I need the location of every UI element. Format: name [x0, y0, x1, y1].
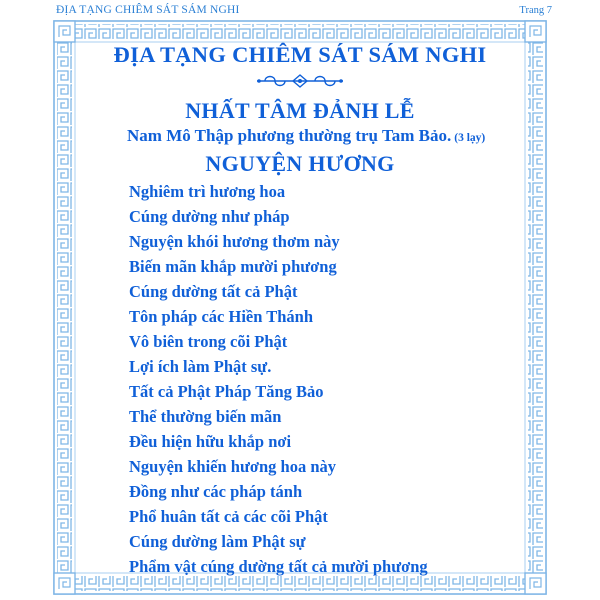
- verse-line: Nguyện khiến hương hoa này: [129, 457, 337, 476]
- invocation-note: (3 lạy): [454, 132, 486, 144]
- verse-line: Cúng dường tất cả Phật: [129, 282, 298, 301]
- verse-line: Cúng dường như pháp: [129, 207, 290, 226]
- verse-line: Tất cả Phật Pháp Tăng Bảo: [129, 382, 324, 401]
- verse-line: Đồng như các pháp tánh: [129, 482, 303, 501]
- section-heading-prostration: NHẤT TÂM ĐẢNH LỄ: [185, 98, 415, 123]
- verse-line: Nghiêm trì hương hoa: [129, 182, 286, 201]
- page-header-title: ĐỊA TẠNG CHIÊM SÁT SÁM NGHI: [56, 4, 240, 16]
- section-heading-incense: NGUYỆN HƯƠNG: [205, 151, 395, 176]
- page-number: Trang 7: [519, 5, 552, 16]
- verse-line: Biến mãn khắp mười phương: [129, 257, 337, 276]
- verse-line: Lợi ích làm Phật sự.: [129, 357, 272, 376]
- verse-line: Tôn pháp các Hiền Thánh: [129, 307, 314, 326]
- invocation-text: Nam Mô Thập phương thường trụ Tam Bảo.: [127, 126, 452, 145]
- document-title: ĐỊA TẠNG CHIÊM SÁT SÁM NGHI: [113, 42, 487, 67]
- verse-line: Cúng dường làm Phật sự: [129, 532, 306, 551]
- verse-line: Thể thường biến mãn: [129, 407, 282, 426]
- scroll-ornament-icon: [253, 73, 347, 89]
- verse-line: Nguyện khói hương thơm này: [129, 232, 340, 251]
- verse-line: Vô biên trong cõi Phật: [129, 332, 288, 351]
- verse-line: Phẩm vật cúng dường tất cả mười phương: [129, 557, 428, 576]
- verse-line: Phổ huân tất cả các cõi Phật: [129, 507, 328, 526]
- verse-list: [129, 179, 428, 579]
- verse-line: Đều hiện hữu khắp nơi: [129, 432, 292, 451]
- invocation-line: [127, 126, 485, 146]
